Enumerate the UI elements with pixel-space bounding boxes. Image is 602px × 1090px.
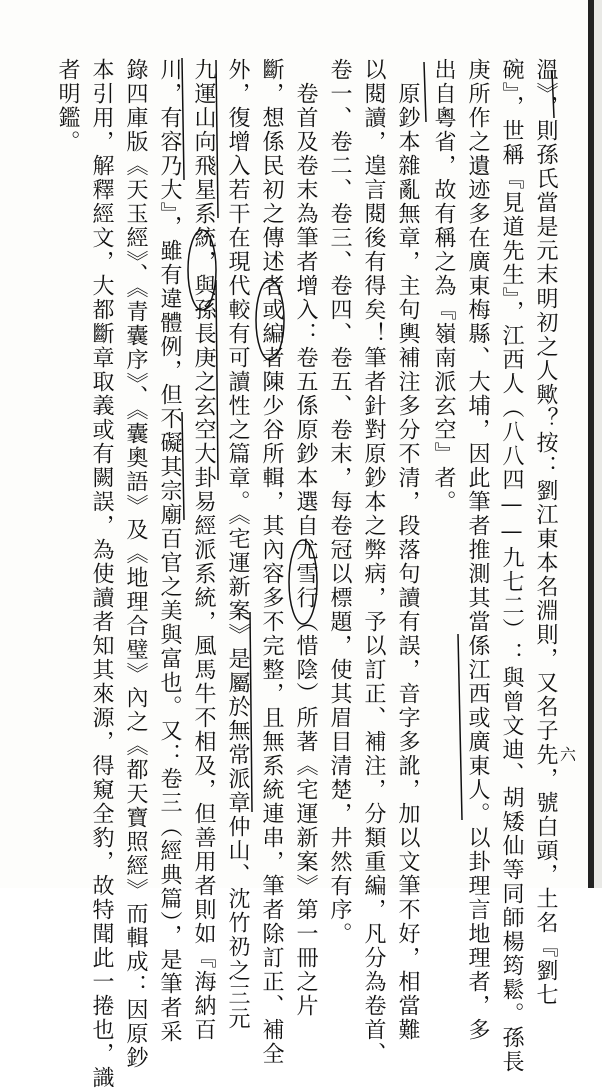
underline-mark: [458, 634, 462, 820]
text-column-1: 溫》，則孫氏當是元末明初之人歟？按：劉江東本名淵則，又名子先，號白頭，土名『劉七: [533, 58, 558, 1007]
text-column-9: 斷，想係民初之傳述者或編者陳少谷所輯，其內容多不完整，且無系統連串，筆者除訂正、補全: [259, 58, 284, 1066]
text-column-14: 本引用，解釋經文，大都斷章取義或有闕誤，為使讀者知其來源，得窺全豹，故特聞此一捲也，識: [89, 58, 114, 1090]
underline-mark: [182, 412, 184, 520]
underline-mark: [182, 58, 184, 180]
text-column-5: 原鈔本雜亂無章，主句輿補注多分不清，段落句讀有誤，音字多訛，加以文筆不好，相當難: [395, 82, 420, 1042]
text-column-7: 卷一、卷二、卷三、卷四、卷五、卷末，每卷冠以標題，使其眉目清楚，井然有序。: [327, 58, 352, 946]
text-column-6: 以閱讀，遑言閱後有得矣！筆者針對原鈔本之弊病，予以訂正、補注，分類重編，凡分為卷首、: [361, 58, 386, 1066]
underline-mark: [424, 62, 426, 122]
text-column-8: 卷首及卷末為筆者增入：卷五係原鈔本選自尤雪行（惜陰）所著《宅運新案》第一冊之片: [293, 82, 318, 1018]
text-column-12: 川，有容乃大』，雖有違體例，但不礙其宗廟百官之美與富也。又：卷三（經典篇），是筆者采: [157, 58, 182, 1044]
text-column-10: 外，復增入若干在現代較有可讀性之篇章。《宅運新案》是屬於無常派章仲山、沈竹礽之三元: [225, 58, 250, 1031]
text-column-13: 錄四庫版《天玉經》、《青囊序》、《囊奧語》及《地理合璧》內之《都天寶照經》而輯成：因原鈔: [123, 58, 148, 1070]
text-column-15: 者明鑑。: [55, 58, 80, 154]
underline-mark: [250, 612, 252, 812]
text-column-3: 庚所作之遺迹多在廣東梅縣、大埔，因此筆者推測其當係江西或廣東人。以卦理言地理者，多: [465, 58, 490, 1042]
text-column-2: 碗』，世稱『見道先生』，江西人（八八四——九七二）：與曾文迪、胡矮仙等同師楊筠鬆。孫長: [499, 58, 524, 1074]
text-column-11: 九運山向飛星系統，與孫長庚之玄空大卦易經派系統，風馬牛不相及，但善用者則如『海納百: [191, 58, 216, 1042]
page-edge-shadow: [594, 0, 602, 888]
underline-mark: [216, 60, 218, 218]
page-edge-border: [588, 0, 594, 888]
underline-mark: [216, 280, 218, 480]
page-number: 六: [559, 745, 576, 764]
text-column-4: 出自粵省，故有稱之為『嶺南派玄空』者。: [431, 58, 456, 514]
